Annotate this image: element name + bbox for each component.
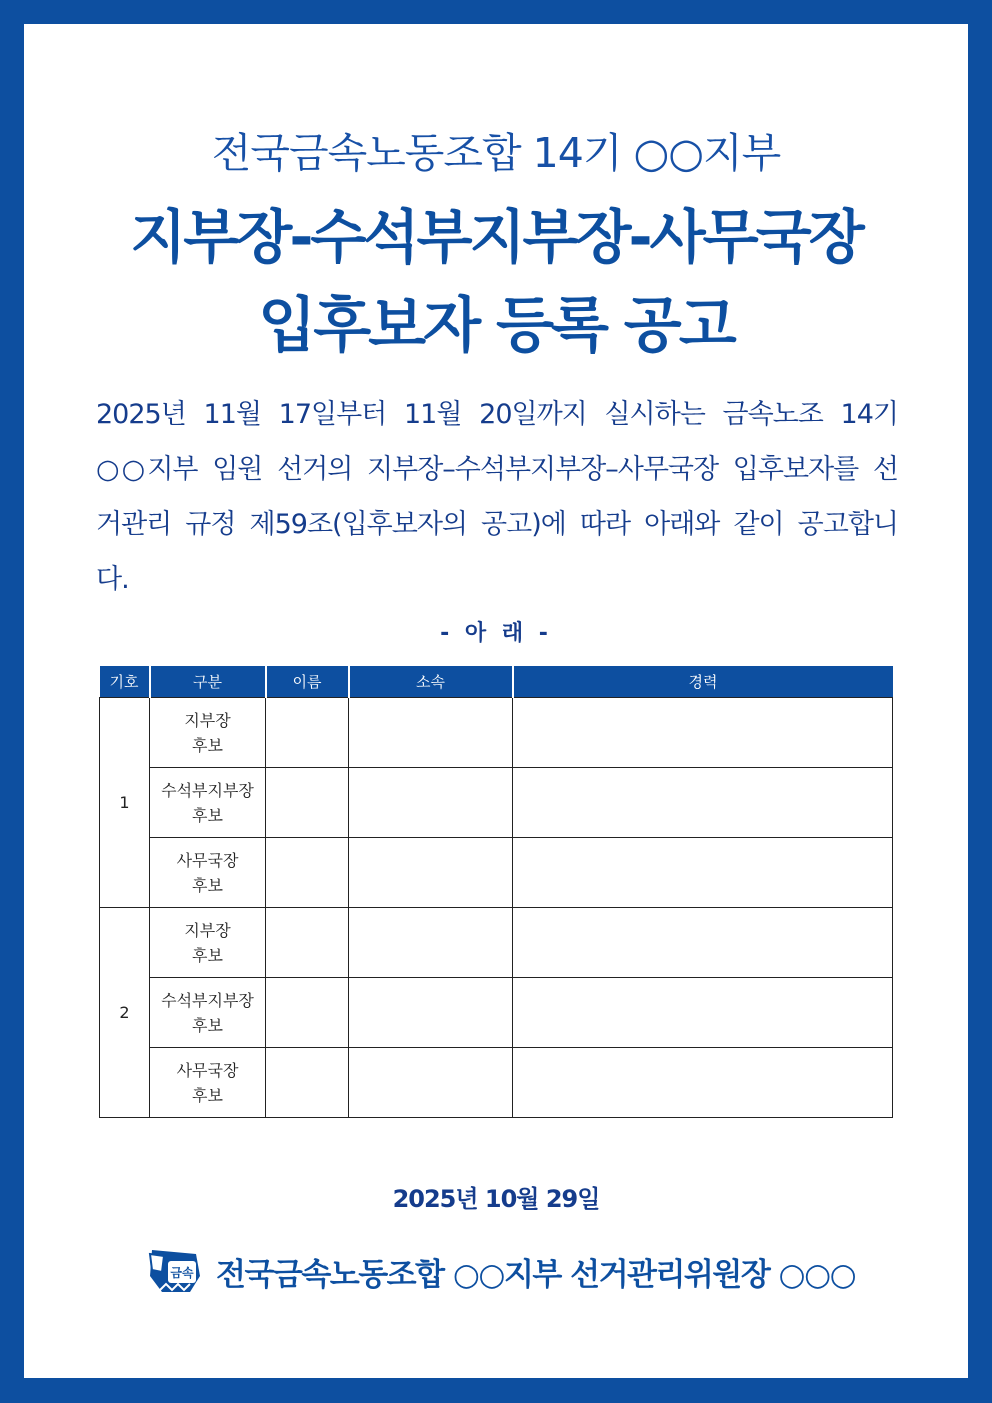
table-header-row <box>100 666 893 698</box>
role-cell <box>150 698 266 768</box>
career-cell[interactable] <box>513 1048 893 1118</box>
role-suffix: 후보 <box>192 1085 223 1105</box>
role-label: 사무국장 <box>176 1060 239 1080</box>
notice-sheet <box>24 24 968 1378</box>
role-label: 지부장 <box>184 920 231 940</box>
candidate-number: 1 <box>100 698 150 908</box>
svg-text:금속: 금속 <box>170 1266 194 1280</box>
union-logo-icon <box>146 1246 204 1296</box>
career-cell[interactable] <box>513 698 893 768</box>
signature-text: 전국금속노동조합 ○○지부 선거관리위원장 ○○○ <box>216 1256 856 1293</box>
role-cell <box>150 908 266 978</box>
affiliation-cell[interactable] <box>349 1048 513 1118</box>
name-cell[interactable] <box>266 838 349 908</box>
role-suffix: 후보 <box>192 875 223 895</box>
header-name: 이름 <box>266 666 349 698</box>
name-cell[interactable] <box>266 768 349 838</box>
role-cell <box>150 978 266 1048</box>
role-cell <box>150 768 266 838</box>
role-suffix: 후보 <box>192 945 223 965</box>
role-suffix: 후보 <box>192 735 223 755</box>
role-suffix: 후보 <box>192 805 223 825</box>
signature-block <box>146 1246 855 1296</box>
header-affiliation: 소속 <box>349 666 513 698</box>
role-label: 수석부지부장 <box>161 990 254 1010</box>
table-row <box>100 908 893 978</box>
below-label: - 아 래 - <box>440 621 552 646</box>
notice-title-line1: 지부장-수석부지부장-사무국장 <box>130 203 862 271</box>
header-number: 기호 <box>100 666 150 698</box>
table-row <box>100 838 893 908</box>
role-label: 지부장 <box>184 710 231 730</box>
affiliation-cell[interactable] <box>349 838 513 908</box>
affiliation-cell[interactable] <box>349 768 513 838</box>
role-cell <box>150 838 266 908</box>
table-row <box>100 768 893 838</box>
table-row <box>100 1048 893 1118</box>
career-cell[interactable] <box>513 838 893 908</box>
role-label: 수석부지부장 <box>161 780 254 800</box>
notice-paragraph: 2025년 11월 17일부터 11월 20일까지 실시하는 금속노조 14기 ○○지부 임원 선거의 지부장–수석부지부장–사무국장 입후보자를 선거관리 규정 제59조(입후보자의 공고)에 따라 아래와 같이 공고합니다. <box>96 399 898 595</box>
candidate-table <box>99 666 893 1118</box>
notice-subtitle: 전국금속노동조합 14기 ○○지부 <box>211 129 781 177</box>
name-cell[interactable] <box>266 698 349 768</box>
affiliation-cell[interactable] <box>349 908 513 978</box>
notice-title-line2: 입후보자 등록 공고 <box>258 291 734 361</box>
career-cell[interactable] <box>513 768 893 838</box>
affiliation-cell[interactable] <box>349 978 513 1048</box>
career-cell[interactable] <box>513 978 893 1048</box>
notice-date: 2025년 10월 29일 <box>392 1185 600 1213</box>
career-cell[interactable] <box>513 908 893 978</box>
table-row <box>100 698 893 768</box>
name-cell[interactable] <box>266 908 349 978</box>
header-category: 구분 <box>150 666 266 698</box>
affiliation-cell[interactable] <box>349 698 513 768</box>
role-suffix: 후보 <box>192 1015 223 1035</box>
candidate-number: 2 <box>100 908 150 1118</box>
name-cell[interactable] <box>266 978 349 1048</box>
name-cell[interactable] <box>266 1048 349 1118</box>
role-cell <box>150 1048 266 1118</box>
role-label: 사무국장 <box>176 850 239 870</box>
table-row <box>100 978 893 1048</box>
header-career: 경력 <box>513 666 893 698</box>
